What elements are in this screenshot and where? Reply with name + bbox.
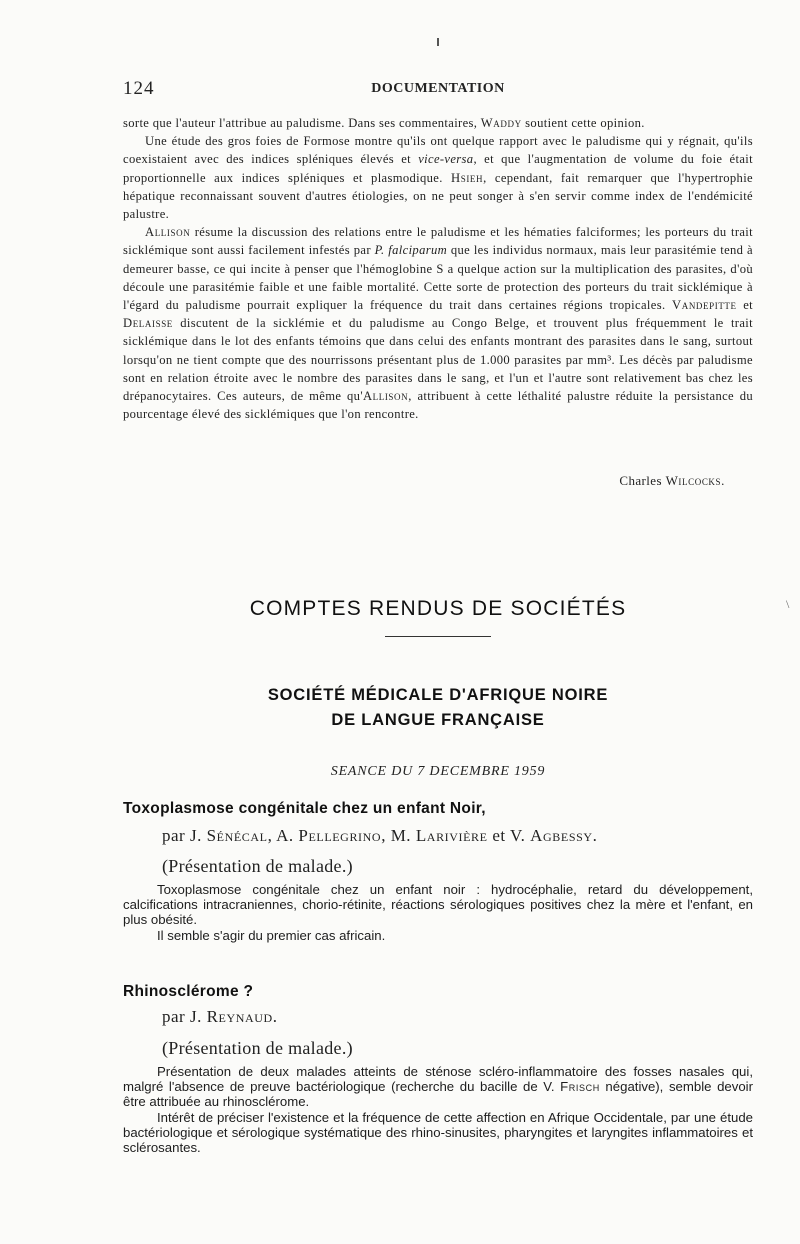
- page-header: [123, 78, 753, 102]
- signature: Charles Wilcocks.: [619, 473, 725, 488]
- paper-authors: par J. Reynaud.: [162, 1007, 278, 1026]
- section-title: COMPTES RENDUS DE SOCIÉTÉS: [249, 597, 627, 620]
- paper-authors: par J. Sénécal, A. Pellegrino, M. Larivière et V. Agbessy.: [162, 826, 598, 845]
- presentation-label: (Présentation de malade.): [162, 856, 353, 876]
- paper-abstract: Présentation de deux malades atteints de sténose scléro-inflammatoire des fosses nasales qui, malgré l'absence de preuve bactériologique (recherche du bacille de V. Frisch négative), semble devoir être attribuée au rhinosclérome. Intérêt de préciser l'existence et la fréquence de cette affection en Afrique Occidentale, par une étude bactériologique et sérologique systématique des rhino-sinusites, pharyngites et laryngites inflammatoires et sclérosantes.: [123, 1064, 753, 1156]
- paper-abstract: Toxoplasmose congénitale chez un enfant noir : hydrocéphalie, retard du développement, calcifications intracraniennes, chorio-rétinite, réactions sérologiques positives chez la mère et l'enfant, en plus obésité. Il semble s'agir du premier cas africain.: [123, 882, 753, 943]
- paper-title: Rhinosclérome ?: [123, 983, 254, 1000]
- paragraph: sorte que l'auteur l'attribue au paludisme. Dans ses commentaires, Waddy soutient cette opinion.: [123, 116, 645, 130]
- society-title: SOCIÉTÉ MÉDICALE D'AFRIQUE NOIRE DE LANGUE FRANÇAISE: [267, 686, 609, 729]
- divider: [385, 636, 491, 637]
- scan-mark: [437, 38, 439, 46]
- paper-title: Toxoplasmose congénitale chez un enfant Noir,: [123, 800, 486, 817]
- continuation-text: [123, 114, 753, 423]
- running-title: DOCUMENTATION: [371, 81, 505, 96]
- scan-mark-right: \: [786, 597, 790, 611]
- page-number: 124: [123, 78, 155, 99]
- paragraph: Allison résume la discussion des relations entre le paludisme et les hématies falciformes; les porteurs du trait sicklémique sont aussi facilement infestés par P. falciparum que les individus normaux, mais leur parasitémie tend à demeurer basse, ce qui incite à penser que l'hémoglobine S a quelque action sur la multiplication des parasites, d'où découle une parasitémie faible et une faible mortalité. Cette sorte de protection des porteurs du trait sicklémique à l'égard du paludisme pourrait expliquer la fréquence du trait dans certaines régions tropicales. Vandepitte et Delaisse discutent de la sicklémie et du paludisme au Congo Belge, et trouvent plus fréquemment le trait sicklémique dans le lot des enfants témoins que dans celui des enfants montrant des parasites dans le sang, surtout lorsqu'on ne tient compte que des nourrissons présentant plus de 1.000 parasites par mm³. Les décès par paludisme sont en relation étroite avec le nombre des parasites dans le sang, et l'un et l'autre sont relativement bas chez les drépanocytaires. Ces auteurs, de même qu'Allison, attribuent à cette léthalité palustre réduite la persistance du pourcentage élevé des sicklémiques que l'on rencontre.: [123, 225, 753, 422]
- session-date: SEANCE DU 7 DECEMBRE 1959: [330, 764, 546, 779]
- paragraph: Une étude des gros foies de Formose montre qu'ils ont quelque rapport avec le paludisme qui y régnait, qu'ils coexistaient avec des indices spléniques élevés et vice-versa, et que l'augmentation de volume du foie était proportionnelle aux indices spléniques et plasmodique. Hsieh, cependant, fait remarquer que l'hypertrophie hépatique reconnaissant souvent d'autres étiologies, on ne peut songer à s'en servir comme index de l'endémicité palustre.: [123, 134, 753, 222]
- presentation-label: (Présentation de malade.): [162, 1038, 353, 1058]
